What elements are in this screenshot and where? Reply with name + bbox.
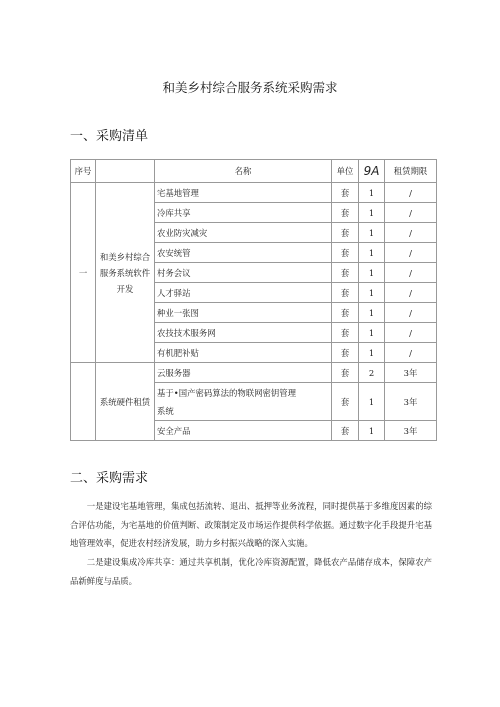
- group1-label: [96, 183, 155, 363]
- group1-label-line: 开发: [116, 283, 134, 294]
- group2-label: 系统硬件租赁: [96, 363, 155, 441]
- item-unit: 套: [332, 363, 359, 383]
- item-name: 有机肥补贴: [155, 343, 332, 363]
- item-qty: 1: [359, 263, 385, 283]
- item-qty: 2: [359, 363, 385, 383]
- group1-index: 一: [71, 183, 96, 363]
- item-qty: 1: [359, 203, 385, 223]
- item-unit: 套: [332, 263, 359, 283]
- item-term: 3年: [385, 363, 437, 383]
- item-unit: 套: [332, 303, 359, 323]
- header-unit: 单位: [332, 160, 359, 183]
- item-term: /: [385, 303, 437, 323]
- table-header-row: [71, 160, 437, 183]
- paragraph: 一是建设宅基地管理，集成包括流转、退出、抵押等业务流程，同时提供基于多维度因素的综合评估功能，为宅基地的价值判断、政策制定及市场运作提供科学依据。通过数字化手段提升宅基地管理效率，促进农村经济发展，助力乡村振兴战略的深入实施。: [70, 501, 432, 548]
- item-unit: 套: [332, 203, 359, 223]
- group1-label-line: 和美乡村综合: [99, 251, 151, 262]
- item-term: /: [385, 343, 437, 363]
- header-term: 租赁期限: [385, 160, 437, 183]
- item-unit: 套: [332, 283, 359, 303]
- item-unit: 套: [332, 243, 359, 263]
- item-term: /: [385, 323, 437, 343]
- header-qty-label: 9A: [363, 164, 380, 178]
- group1-label-line: 服务系统软件: [99, 267, 151, 278]
- item-name: 村务会议: [155, 263, 332, 283]
- item-name-line: 系统: [157, 405, 174, 416]
- item-term: /: [385, 283, 437, 303]
- item-name: 农技技术服务网: [155, 323, 332, 343]
- item-unit: 套: [332, 343, 359, 363]
- section-heading-purchase-list: 一、采购清单: [70, 129, 149, 144]
- item-qty: 1: [359, 421, 385, 441]
- item-name: 安全产品: [155, 421, 332, 441]
- table-row: [71, 363, 437, 383]
- item-qty: 1: [359, 343, 385, 363]
- item-unit: 套: [332, 323, 359, 343]
- item-unit: 套: [332, 383, 359, 421]
- item-name: 宅基地管理: [155, 183, 332, 203]
- item-term: /: [385, 203, 437, 223]
- item-unit: 套: [332, 421, 359, 441]
- item-term: 3年: [385, 383, 437, 421]
- item-term: 3年: [385, 421, 437, 441]
- item-unit: 套: [332, 183, 359, 203]
- document-title: 和美乡村综合服务系统采购需求: [162, 80, 338, 95]
- item-term: /: [385, 263, 437, 283]
- item-qty: 1: [359, 183, 385, 203]
- item-name: 农安统管: [155, 243, 332, 263]
- item-name: 冷库共享: [155, 203, 332, 223]
- purchase-list-table: [70, 159, 437, 441]
- item-unit: 套: [332, 223, 359, 243]
- item-name: 人才驿站: [155, 283, 332, 303]
- item-qty: 1: [359, 303, 385, 323]
- item-term: /: [385, 223, 437, 243]
- header-group: [96, 160, 155, 183]
- group2-index: [71, 363, 96, 441]
- item-name-line: 基于•国产密码算法的物联网密钥管理: [157, 387, 296, 398]
- item-qty: 1: [359, 283, 385, 303]
- table-row: [71, 183, 437, 203]
- header-index: 序号: [71, 160, 96, 183]
- section-heading-purchase-requirements: 二、采购需求: [70, 471, 149, 486]
- item-name: 种业一张图: [155, 303, 332, 323]
- header-name: 名称: [155, 160, 332, 183]
- item-qty: 1: [359, 243, 385, 263]
- item-name: [155, 383, 332, 421]
- item-qty: 1: [359, 223, 385, 243]
- item-name: 云服务器: [155, 363, 332, 383]
- header-qty: [359, 160, 385, 183]
- item-term: /: [385, 243, 437, 263]
- paragraph: 二是建设集成冷库共享：通过共享机制，优化冷库资源配置，降低农产品储存成本，保障农产品新鲜度与品质。: [70, 557, 432, 586]
- item-qty: 1: [359, 383, 385, 421]
- item-name: 农业防灾减灾: [155, 223, 332, 243]
- item-term: /: [385, 183, 437, 203]
- item-qty: 1: [359, 323, 385, 343]
